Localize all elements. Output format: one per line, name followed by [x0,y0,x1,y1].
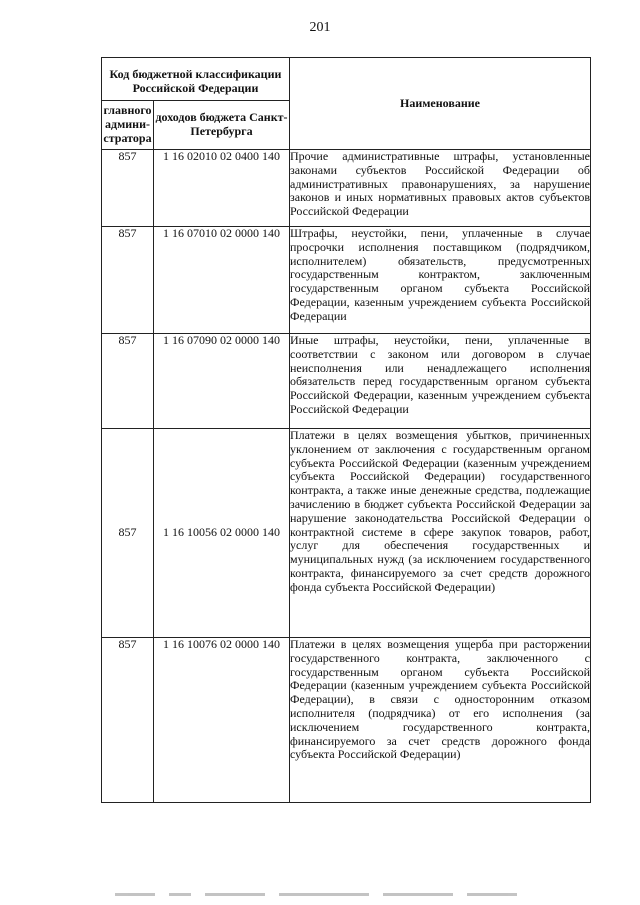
table-row [102,334,591,429]
income-code: 1 16 02010 02 0400 140 [154,150,290,227]
row-name: Платежи в целях возмещения убытков, причиненных уклонением от заключения с государственным органом субъекта Российской Федерации (казенным учреждением субъекта Российской Федерации) государственного контракта, а также иные денежные средства, подлежащие зачислению в бюджет субъекта Российской Федерации за нарушение законодательства Российской Федерации о контрактной системе в сфере закупок товаров, работ, услуг для обеспечения государственных и муниципальных нужд (за исключением государственного контракта, финансируемого за счет средств дорожного фонда субъекта Российской Федерации) [290,429,591,638]
admin-code: 857 [102,638,154,803]
budget-classification-table [101,57,591,803]
row-name: Иные штрафы, неустойки, пени, уплаченные в соответствии с законом или договором в случае неисполнения или ненадлежащего исполнения обязательств перед государственным органом субъекта Российской Федерации, казенным учреждением субъекта Российской Федерации [290,334,591,429]
admin-code: 857 [102,227,154,334]
income-code: 1 16 07010 02 0000 140 [154,227,290,334]
header-budget-code: Код бюджетной классификации Российской Федерации [102,58,290,101]
admin-code: 857 [102,429,154,638]
page-number: 201 [309,20,331,35]
header-income-code: доходов бюджета Санкт-Петербурга [154,101,290,150]
admin-code: 857 [102,334,154,429]
income-code: 1 16 10056 02 0000 140 [154,429,290,638]
income-code: 1 16 07090 02 0000 140 [154,334,290,429]
table-row [102,227,591,334]
row-name: Штрафы, неустойки, пени, уплаченные в случае просрочки исполнения поставщиком (подрядчиком, исполнителем) обязательств, предусмотренных государственным контрактом, заключенным государственным органом субъекта Российской Федерации, казенным учреждением субъекта Российской Федерации [290,227,591,334]
table-row [102,150,591,227]
table-row [102,429,591,638]
row-name: Платежи в целях возмещения ущерба при расторжении государственного контракта, заключенного с государственным органом субъекта Российской Федерации (казенным учреждением субъекта Российской Федерации), в связи с односторонним отказом исполнителя (подрядчика) от его исполнения (за исключением государственного контракта, финансируемого за счет средств дорожного фонда субъекта Российской Федерации) [290,638,591,803]
table-row [102,638,591,803]
admin-code: 857 [102,150,154,227]
header-main-administrator: главного админи-стратора [102,101,154,150]
income-code: 1 16 10076 02 0000 140 [154,638,290,803]
header-name: Наименование [290,58,591,150]
scan-artifact-marks [115,893,535,899]
row-name: Прочие административные штрафы, установленные законами субъектов Российской Федерации об административных правонарушениях, за нарушение законов и иных нормативных правовых актов субъектов Российской Федерации [290,150,591,227]
